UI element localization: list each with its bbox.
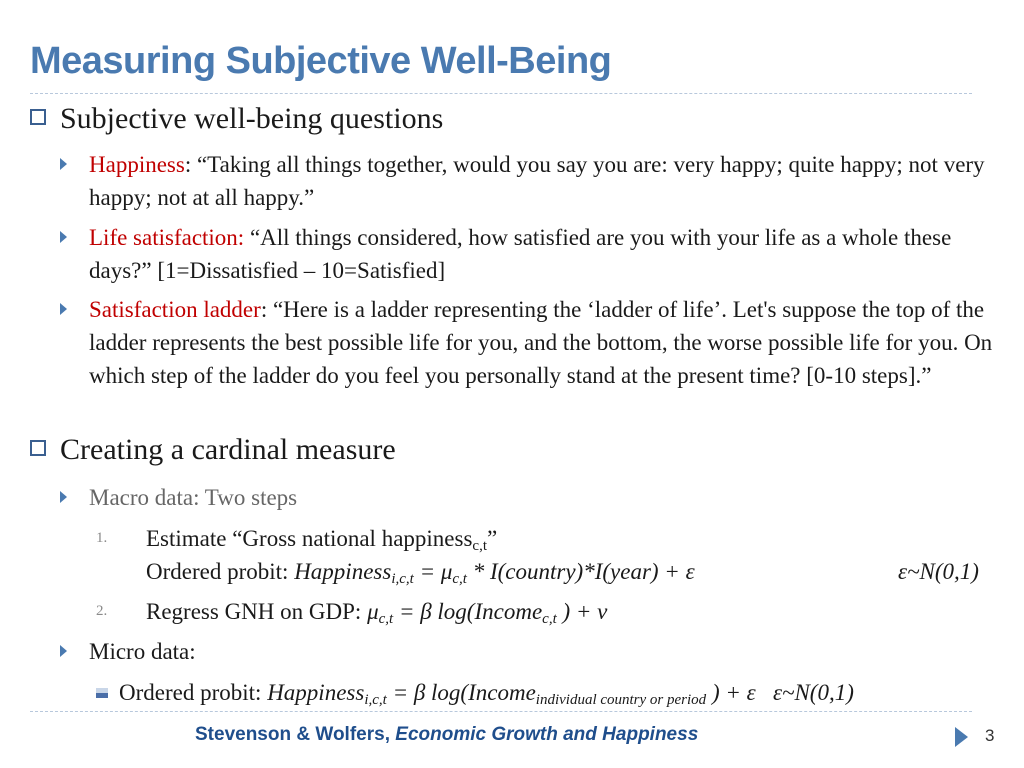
equation: $\mu_{c,t} = \beta$ log(Income$_{c,t}$ ) + ν xyxy=(367,599,608,627)
triangle-bullet-icon xyxy=(60,231,67,243)
macro-step-2: 2. Regress GNH on GDP: $\mu_{c,t} = \beta$ log(Income$_{c,t}$ ) + ν xyxy=(96,595,1006,628)
section-cardinal-measure xyxy=(30,433,396,467)
term-label: Life satisfaction: xyxy=(89,225,245,250)
bottom-divider xyxy=(30,711,972,712)
error-distribution: ε~N(0,1) xyxy=(772,680,854,705)
bullet-happiness: Happiness: “Taking all things together, would you say you are: very happy; quite happy; not very happy; not at all happy.” xyxy=(60,148,1010,214)
triangle-bullet-icon xyxy=(60,303,67,315)
page-number: 3 xyxy=(985,726,995,745)
bullet-micro-data xyxy=(60,635,1010,668)
section-heading: Subjective well-being questions xyxy=(60,102,444,135)
micro-label: Micro data: xyxy=(89,639,196,664)
macro-label: Macro data: Two steps xyxy=(89,485,298,510)
error-distribution: ε~N(0,1) xyxy=(898,559,979,584)
term-label: Happiness xyxy=(89,152,185,177)
question-text: “All things considered, how satisfied are you with your life as a whole these days?” [1=Dissatisfied – 10=Satisfied] xyxy=(89,225,952,283)
question-text: “Here is a ladder representing the ‘ladder of life’. Let's suppose the top of the ladder represents the best possible life for you, and the bottom, the worse possible life for you. On which step of the ladder do you feel you personally stand at the present time? [0-10 steps].” xyxy=(89,297,993,388)
square-bullet-icon xyxy=(30,440,46,456)
section-heading: Creating a cardinal measure xyxy=(60,433,396,466)
page-triangle-icon xyxy=(955,727,968,747)
bullet-satisfaction-ladder: Satisfaction ladder: “Here is a ladder representing the ‘ladder of life’. Let's suppose the top of the ladder represents the best possible life for you, and the bottom, the worse possible life for you. On which step of the ladder do you feel you personally stand at the present time? [0-10 steps].” xyxy=(60,293,1010,392)
equation: Happiness$_{i,c,t}$ = β log(Income$_{individual country or period}$ ) + ε xyxy=(267,680,756,708)
section-subjective-questions xyxy=(30,102,443,136)
bullet-life-satisfaction xyxy=(60,221,1010,287)
footer-work-title: Economic Growth and Happiness xyxy=(395,724,699,745)
step-number: 1. xyxy=(96,530,108,546)
bullet-macro-data xyxy=(60,481,1010,514)
slide-title: Measuring Subjective Well-Being xyxy=(30,40,612,82)
micro-equation-line: Ordered probit: Happiness$_{i,c,t}$ = β log(Income$_{individual country or period}$ ) + ε ε~N(0,1) xyxy=(96,676,854,709)
square-bullet-icon xyxy=(30,109,46,125)
macro-step-1: 1. Estimate “Gross national happiness$_{c,t}$” Ordered probit: Happiness$_{i,c,t}$ = $\mu_{c,t}$ * I(country)*I(year) + ε ε~N(0,1) xyxy=(96,522,1006,588)
top-divider xyxy=(30,93,972,94)
step-number: 2. xyxy=(96,603,108,619)
triangle-bullet-icon xyxy=(60,645,67,657)
equation: Happiness$_{i,c,t}$ = $\mu_{c,t}$ * I(country)*I(year) + ε xyxy=(294,559,695,587)
footer-citation: Stevenson & Wolfers, Economic Growth and Happiness xyxy=(195,724,699,745)
small-square-bullet-icon xyxy=(96,688,108,698)
triangle-bullet-icon xyxy=(60,158,67,170)
term-label: Satisfaction ladder xyxy=(89,297,261,322)
triangle-bullet-icon xyxy=(60,491,67,503)
question-text: “Taking all things together, would you say you are: very happy; quite happy; not very happy; not at all happy.” xyxy=(89,152,985,210)
